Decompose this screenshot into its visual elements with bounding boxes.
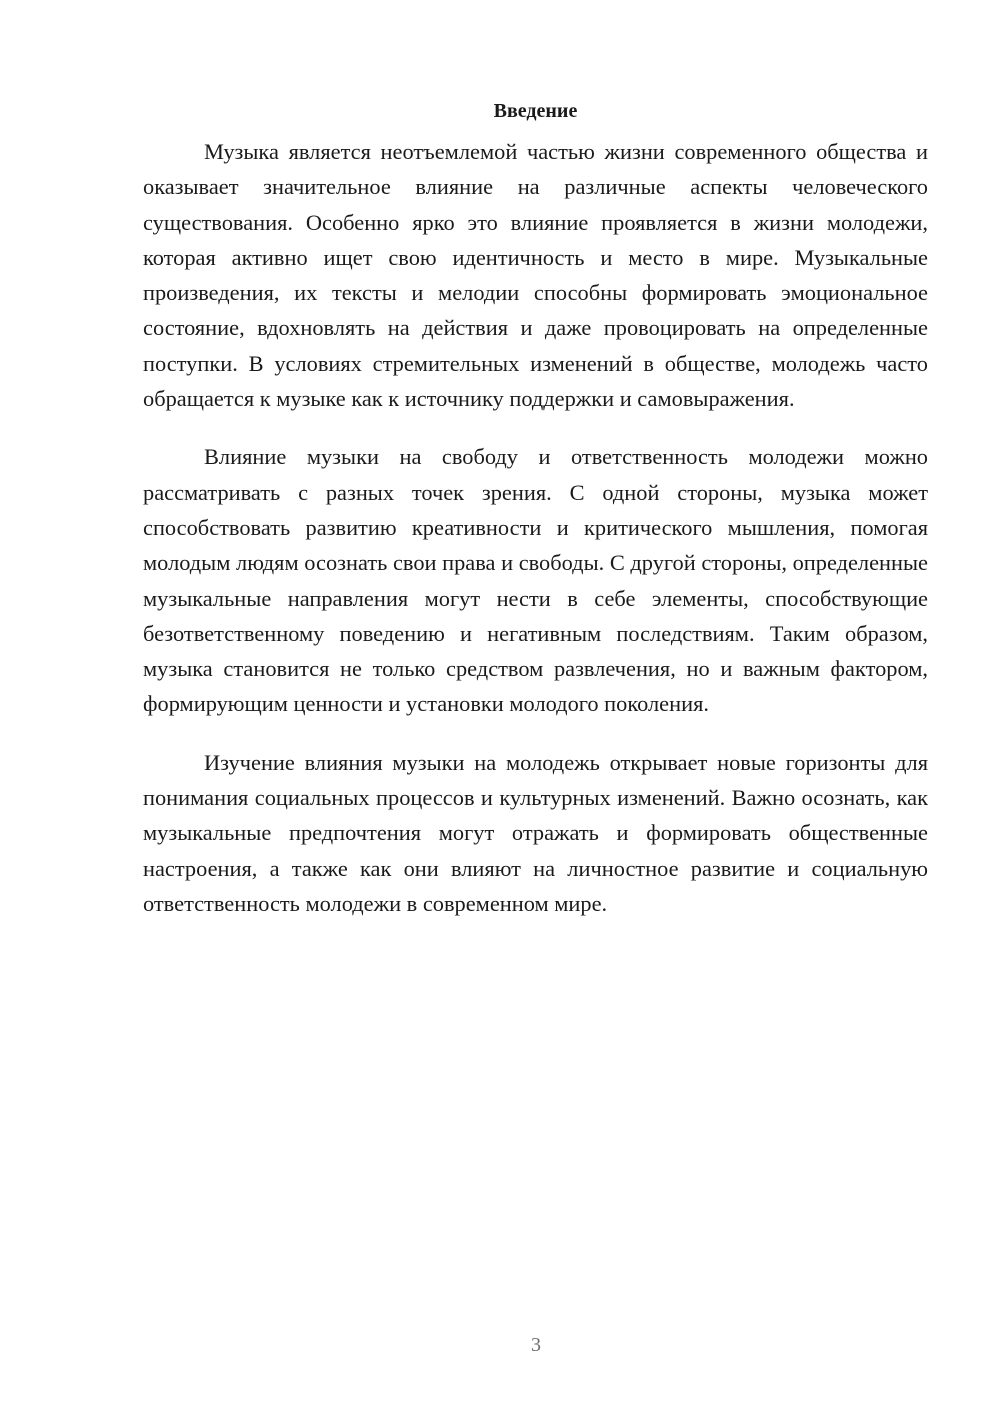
paragraph-1: Музыка является неотъемлемой частью жизни современного общества и оказывает значительное влияние на различные аспекты человеческого существования. Особенно ярко это влияние проявляется в жизни молодежи, которая активно ищет свою идентичность и место в мире. Музыкальные произведения, их тексты и мелодии способны формировать эмоциональное состояние, вдохновлять на действия и даже провоцировать на определенные поступки. В условиях стремительных изменений в обществе, молодежь часто обращается к музыке как к источнику поддержки и самовыражения. xyxy=(143,139,928,412)
page-number: 3 xyxy=(531,1334,541,1356)
section-heading: Введение xyxy=(493,100,578,122)
page-content xyxy=(143,96,928,921)
paragraph-3: Изучение влияния музыки на молодежь открывает новые горизонты для понимания социальных процессов и культурных изменений. Важно осознать, как музыкальные предпочтения могут отражать и формировать общественные настроения, а также как они влияют на личностное развитие и социальную ответственность молодежи в современном мире. xyxy=(143,749,928,916)
paragraph-2: Влияние музыки на свободу и ответственность молодежи можно рассматривать с разных точек зрения. С одной стороны, музыка может способствовать развитию креативности и критического мышления, помогая молодым людям осознать свои права и свободы. С другой стороны, определенные музыкальные направления могут нести в себе элементы, способствующие безответственному поведению и негативным последствиям. Таким образом, музыка становится не только средством развлечения, но и важным фактором, формирующим ценности и установки молодого поколения. xyxy=(143,444,928,717)
